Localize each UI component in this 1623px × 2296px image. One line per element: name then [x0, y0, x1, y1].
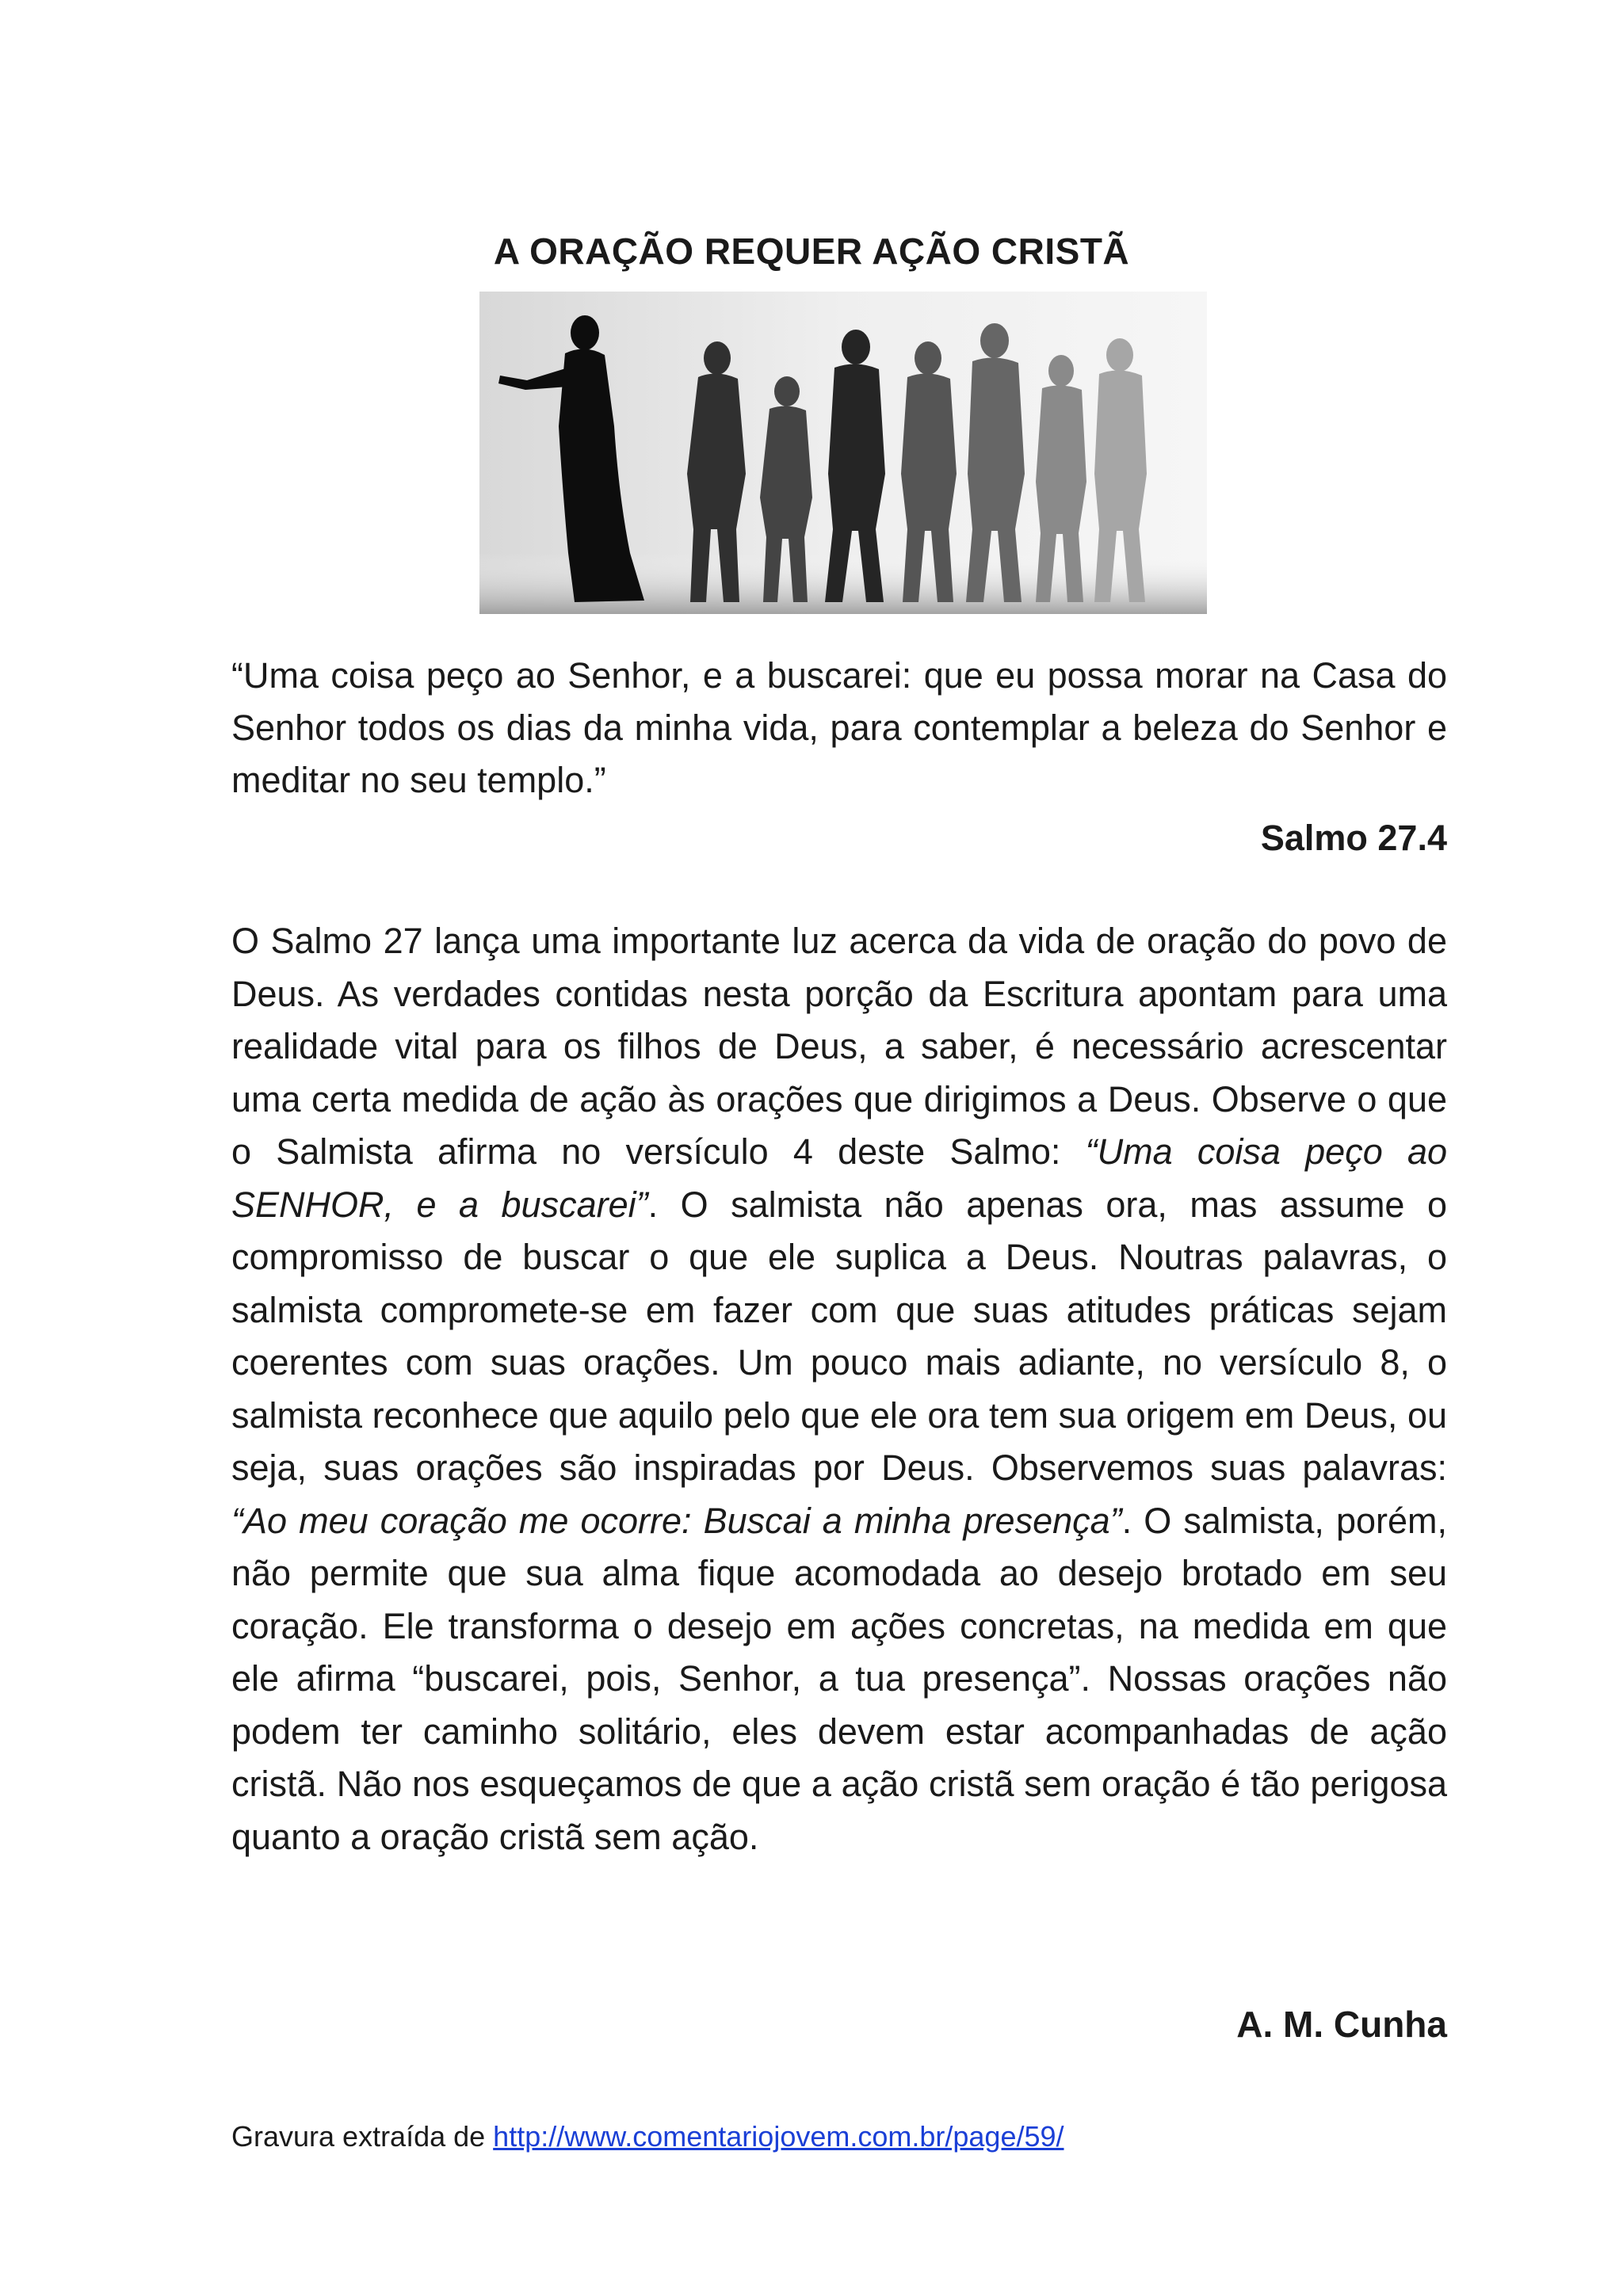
body-text-part-3: . O salmista, porém, não permite que sua alma fique acomodada ao desejo brotado em seu coração. Ele transforma o desejo em ações concretas, na medida em que ele afirma “buscarei, pois, Senhor, a tua presença”. Nossas orações não podem ter caminho solitário, eles devem estar acompanhadas de ação cristã. Não nos esqueçamos de que a ação cristã sem oração é tão perigosa quanto a oração cristã sem ação. — [231, 1500, 1447, 1857]
footer-credit — [231, 2120, 1064, 2153]
body-italic-quote-2: “Ao meu coração me ocorre: Buscai a minha presença” — [231, 1500, 1122, 1541]
footer-label: Gravura extraída de — [231, 2120, 494, 2153]
body-paragraph — [231, 915, 1447, 1863]
body-text-part-1: O Salmo 27 lança uma importante luz acerca da vida de oração do povo de Deus. As verdades contidas nesta porção da Escritura apontam para uma realidade vital para os filhos de Deus, a saber, é necessário acrescentar uma certa medida de ação às orações que dirigimos a Deus. Observe o que o Salmista afirma no versículo 4 deste Salmo: — [231, 921, 1447, 1172]
document-title: A ORAÇÃO REQUER AÇÃO CRISTÃ — [493, 231, 1130, 272]
author-signature: A. M. Cunha — [1236, 2004, 1447, 2045]
quote-reference: Salmo 27.4 — [1260, 818, 1447, 858]
body-text-part-2: . O salmista não apenas ora, mas assume o compromisso de buscar o que ele suplica a Deus. Noutras palavras, o salmista compromete-se em fazer com que suas atitudes práticas sejam coerentes com suas orações. Um pouco mais adiante, no versículo 8, o salmista reconhece que aquilo pelo que ele ora tem sua origem em Deus, ou seja, suas orações são inspiradas por Deus. Observemos suas palavras: — [231, 1184, 1447, 1488]
source-link[interactable]: http://www.comentariojovem.com.br/page/59/ — [493, 2120, 1064, 2153]
opening-quote: “Uma coisa peço ao Senhor, e a buscarei: que eu possa morar na Casa do Senhor todos os dias da minha vida, para contemplar a beleza do Senhor e meditar no seu templo.” — [231, 655, 1447, 800]
silhouettes-illustration — [479, 292, 1207, 614]
body-italic-quote-1: “Uma coisa peço ao SENHOR, e a buscarei” — [231, 1131, 1447, 1225]
